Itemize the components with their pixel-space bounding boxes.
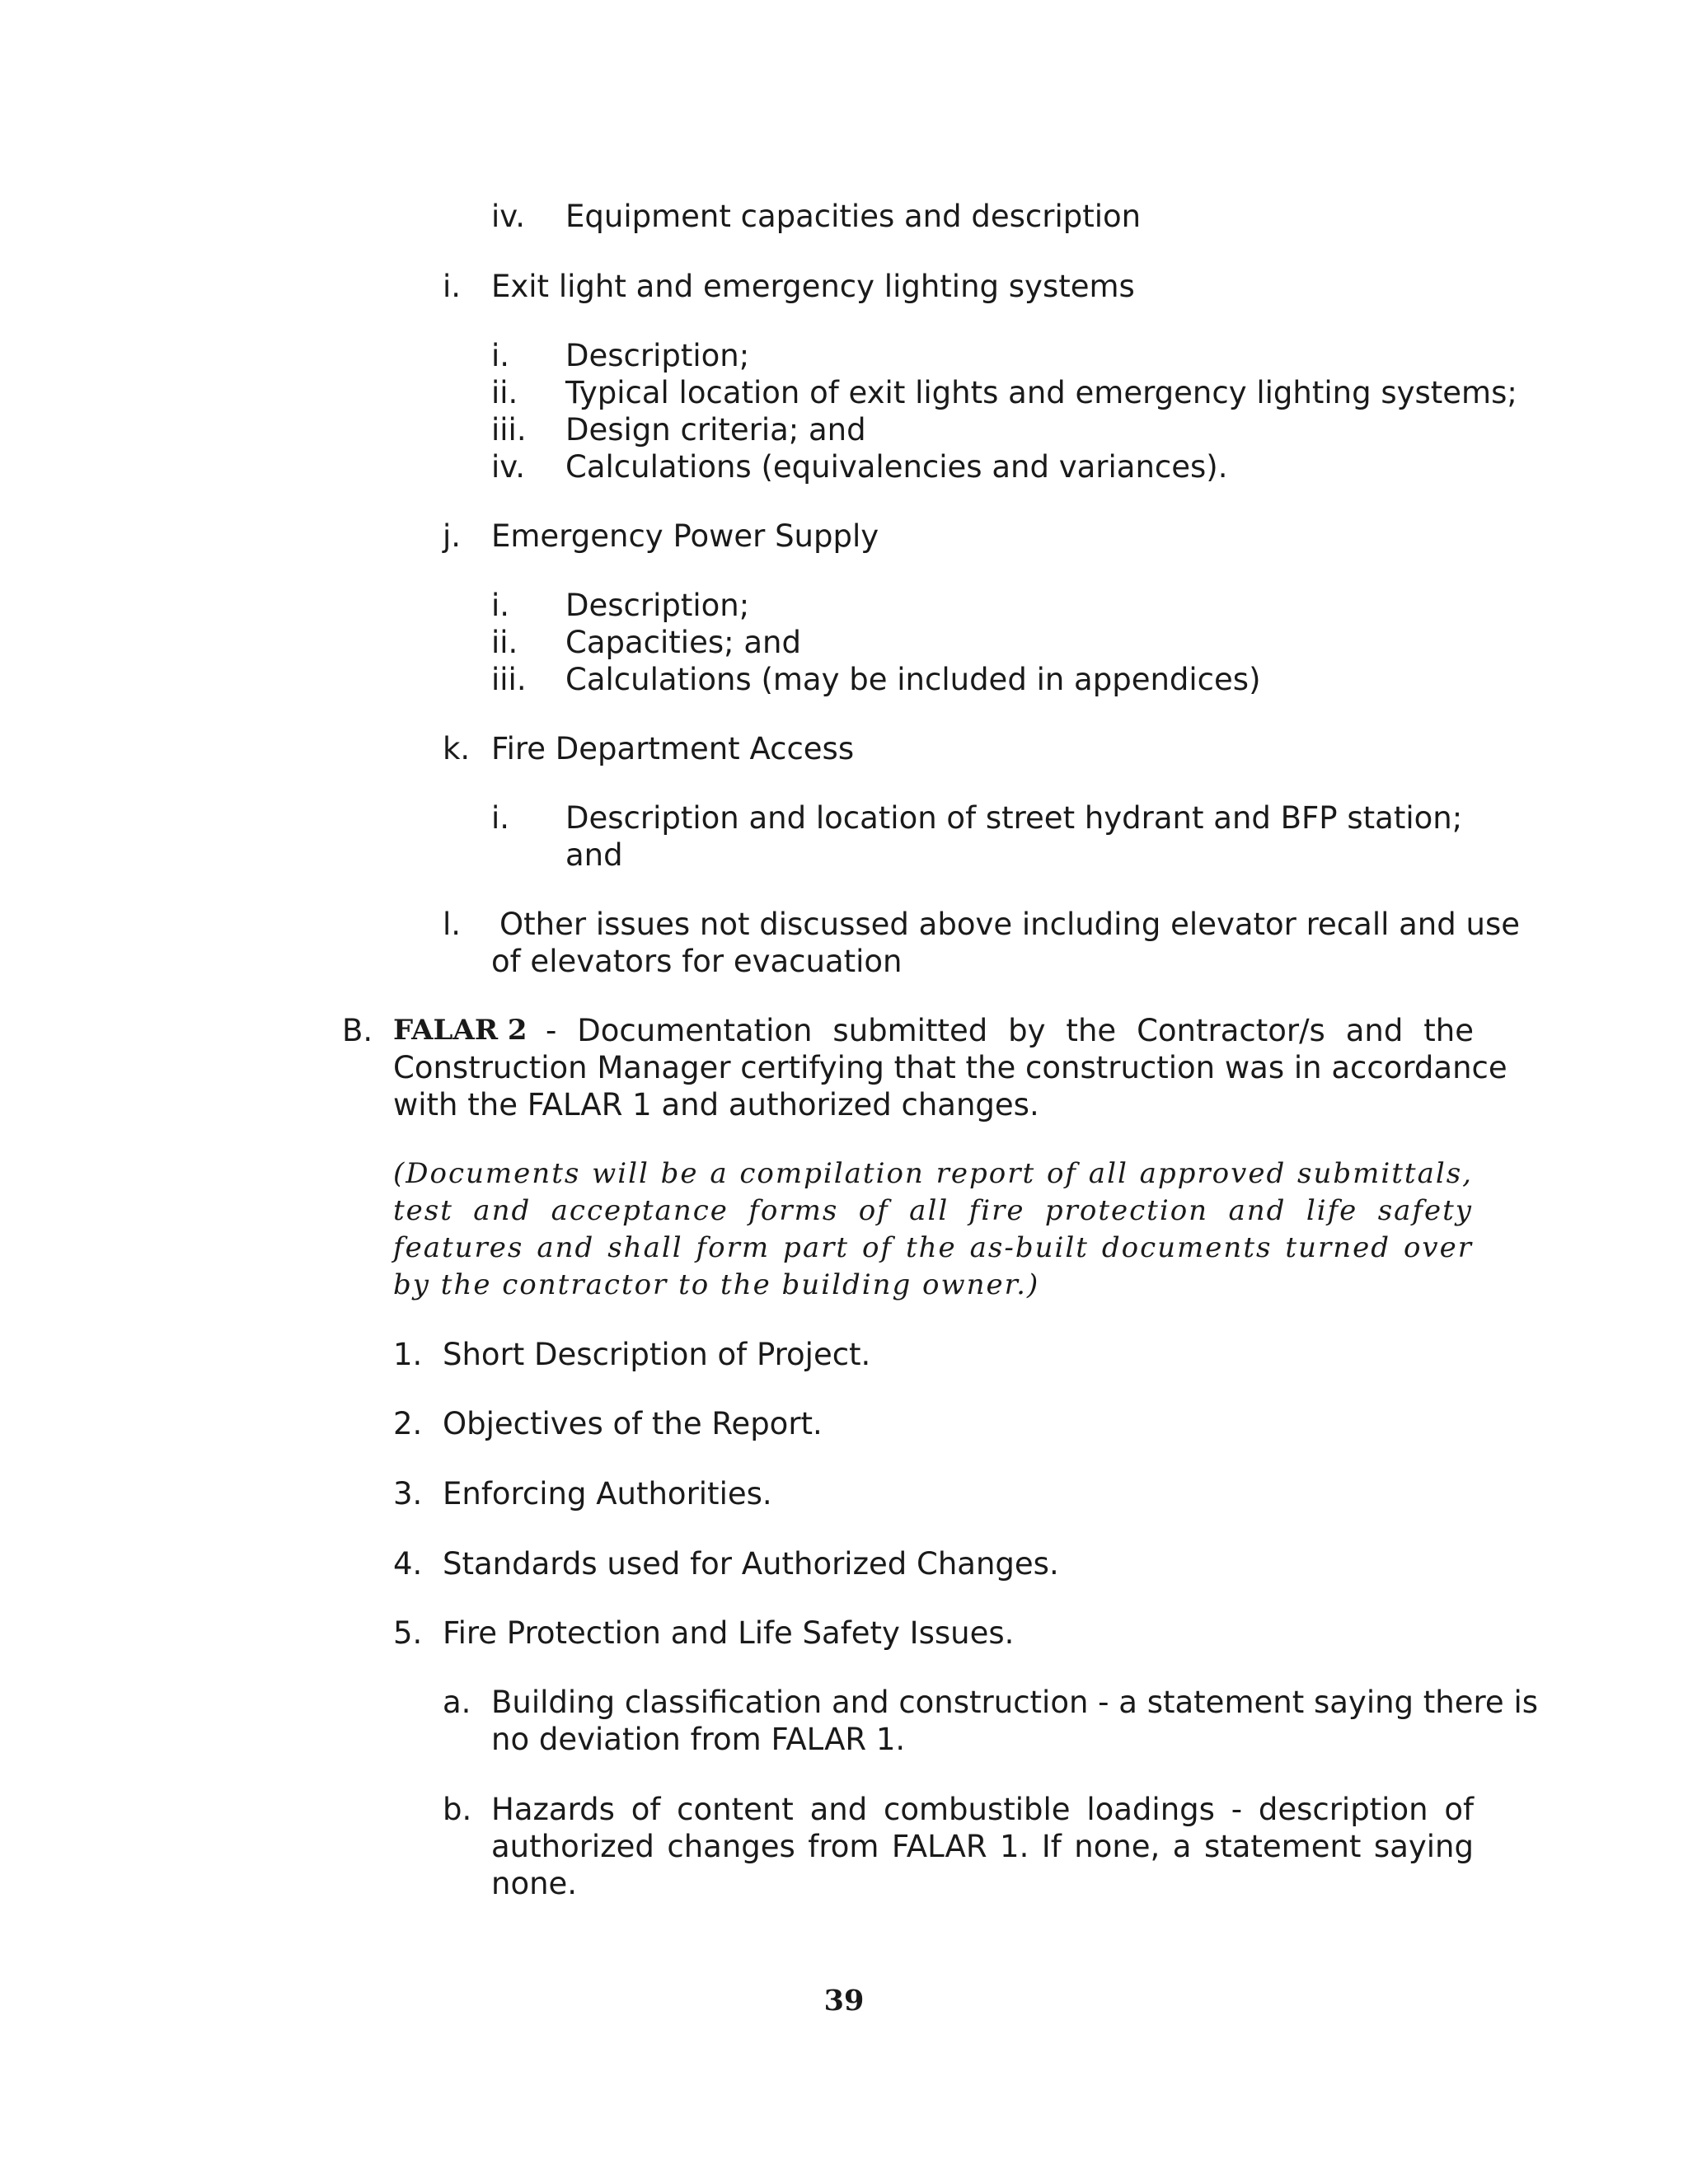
list-marker: 1. — [393, 1337, 423, 1372]
list-marker: i. — [491, 338, 510, 373]
paragraph-line: - Documentation submitted by the Contractor/s and the — [546, 1013, 1474, 1048]
section-heading: Exit light and emergency lighting systems — [491, 269, 1135, 304]
list-item: Short Description of Project. — [443, 1337, 871, 1372]
list-item-line: Other issues not discussed above including elevator recall and use — [499, 907, 1521, 942]
list-item-line: Hazards of content and combustible loadings - description of — [491, 1792, 1474, 1827]
list-marker: 5. — [393, 1615, 423, 1651]
list-marker: l. — [443, 907, 462, 942]
section-label: FALAR 2 — [393, 1014, 528, 1047]
page-number: 39 — [823, 1984, 865, 2018]
list-marker: 3. — [393, 1476, 423, 1511]
list-item: Calculations (equivalencies and variances). — [565, 449, 1228, 485]
list-marker: i. — [443, 269, 462, 304]
list-item: Capacities; and — [565, 625, 801, 660]
list-marker: k. — [443, 731, 471, 766]
list-item-line: no deviation from FALAR 1. — [491, 1722, 906, 1757]
list-item: Description; — [565, 588, 750, 623]
list-marker: b. — [443, 1792, 472, 1827]
list-item: Fire Protection and Life Safety Issues. — [443, 1615, 1015, 1651]
list-item-line: Description and location of street hydrant and BFP station; — [565, 800, 1463, 836]
paragraph-line: Construction Manager certifying that the construction was in accordance — [393, 1050, 1507, 1085]
list-item-line: of elevators for evacuation — [491, 944, 903, 979]
section-marker: B. — [342, 1013, 373, 1048]
list-marker: iii. — [491, 662, 527, 697]
section-heading: Fire Department Access — [491, 731, 855, 766]
list-item-line: Building classification and construction - a statement saying there is — [491, 1685, 1538, 1720]
list-marker: j. — [443, 518, 462, 554]
italic-note: (Documents will be a compilation report of all approved submittals, test and acceptance forms of all fire protection and life safety features and shall form part of the as-built documents turned over by the contractor to the building owner.) — [393, 1157, 1473, 1301]
list-marker: a. — [443, 1685, 471, 1720]
list-item: Objectives of the Report. — [443, 1406, 823, 1441]
list-marker: i. — [491, 800, 510, 836]
list-marker: ii. — [491, 375, 518, 410]
list-marker: iii. — [491, 412, 527, 448]
list-item: Typical location of exit lights and emergency lighting systems; — [565, 375, 1517, 410]
list-item: Equipment capacities and description — [565, 199, 1142, 234]
list-marker: 2. — [393, 1406, 423, 1441]
list-marker: ii. — [491, 625, 518, 660]
list-marker: iv. — [491, 199, 526, 234]
list-item: Calculations (may be included in appendices) — [565, 662, 1261, 697]
list-item: Enforcing Authorities. — [443, 1476, 772, 1511]
list-item: Design criteria; and — [565, 412, 866, 448]
list-item: Standards used for Authorized Changes. — [443, 1546, 1059, 1582]
list-item-line: and — [565, 837, 623, 873]
list-marker: 4. — [393, 1546, 423, 1582]
section-heading: Emergency Power Supply — [491, 518, 879, 554]
list-item-line: authorized changes from FALAR 1. If none, a statement saying — [491, 1829, 1474, 1864]
paragraph-line: with the FALAR 1 and authorized changes. — [393, 1087, 1039, 1122]
list-marker: i. — [491, 588, 510, 623]
list-item: Description; — [565, 338, 750, 373]
list-item-line: none. — [491, 1866, 578, 1901]
list-marker: iv. — [491, 449, 526, 485]
